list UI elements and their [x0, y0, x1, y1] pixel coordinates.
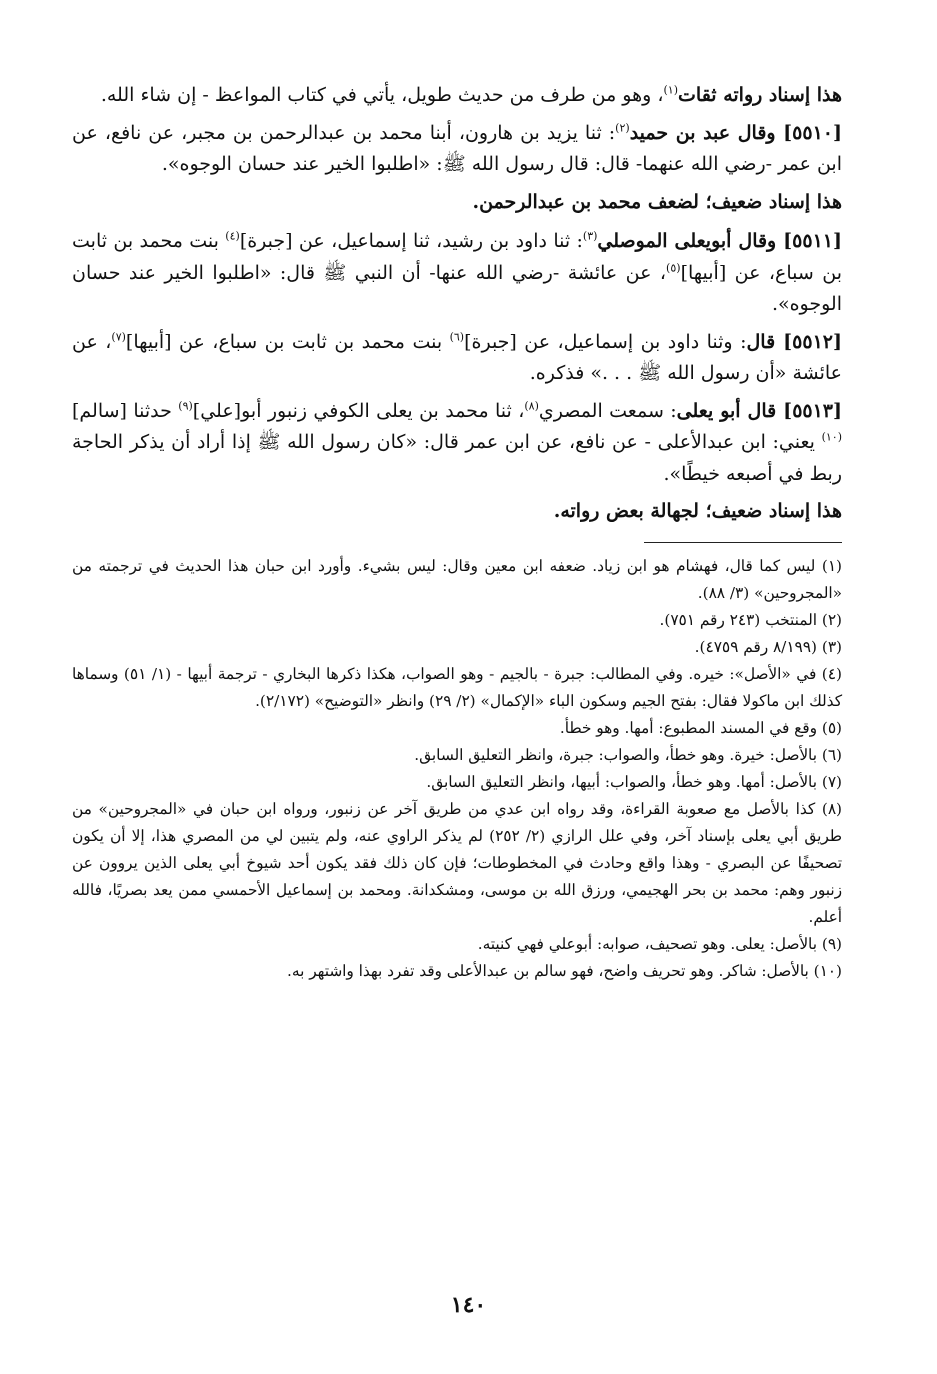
text-run: ، ثنا محمد بن يعلى الكوفي زنبور أبو[علي] [192, 399, 525, 422]
bold-text: هذا إسناد ضعيف؛ لضعف محمد بن عبدالرحمن. [472, 190, 842, 213]
bold-text: [٥٥١٠] وقال عبد بن حميد [629, 121, 842, 144]
footnote: (٣) (٨/١٩٩ رقم ٤٧٥٩). [694, 637, 842, 656]
hadith-paragraph [72, 80, 842, 112]
footnote-ref: (٢) [615, 121, 630, 135]
hadith-paragraph [72, 118, 842, 181]
footnotes [72, 553, 842, 985]
footnote: (٤) في «الأصل»: خيره. وفي المطالب: جبرة - بالجيم - وهو الصواب، هكذا ذكرها البخاري - ترجمة أبيها - (١/ ٥١) وسماها كذلك ابن ماكولا فقال: بفتح الجيم وسكون الباء «الإكمال» (٢/ ٢٩) وانظر «التوضيح» (٢/١٧٢). [72, 664, 842, 710]
bold-text: هذا إسناد رواته ثقات [678, 84, 842, 106]
footnote-ref: (٧) [111, 330, 126, 344]
text-run: : ثنا يزيد بن هارون، أبنا محمد بن عبدالرحمن بن مجبر، عن نافع، عن ابن عمر -رضي الله عنهما- قال: قال رسول الله ﷺ: «اطلبوا الخير عند حسان الوجوه». [72, 121, 842, 175]
isnad-judgment [72, 187, 842, 219]
footnote-ref: (٥) [666, 261, 681, 275]
footnote: (١) ليس كما قال، فهشام هو ابن زياد. ضعفه ابن معين وقال: ليس بشيء. وأورد ابن حبان هذا الحديث في ترجمته من «المجروحين» (٣/ ٨٨). [72, 556, 842, 602]
footnote: (٦) بالأصل: خيرة. وهو خطأ، والصواب: جبرة، وانظر التعليق السابق. [414, 745, 842, 764]
page-content [72, 80, 842, 1340]
hadith-paragraph [72, 327, 842, 390]
footnote: (٢) المنتخب (٢٤٣ رقم ٧٥١). [659, 610, 842, 629]
footnote-ref: (٤) [225, 229, 240, 243]
text-run: ، وهو من طرف من حديث طويل، يأتي في كتاب المواعظ - إن شاء الله. [100, 84, 664, 106]
hadith-paragraph [72, 396, 842, 491]
hadith-paragraph [72, 226, 842, 321]
bold-text: [٥٥١٣] قال أبو يعلى [676, 399, 843, 422]
main-text [72, 80, 842, 528]
text-run: : وثنا داود بن إسماعيل، عن [جبرة] [464, 330, 747, 353]
footnote: (٧) بالأصل: أمها. وهو خطأ، والصواب: أبيها، وانظر التعليق السابق. [426, 772, 842, 791]
text-run: حدثنا [سالم] [72, 399, 179, 422]
text-run: ، عن عائشة -رضي الله عنها- أن النبي ﷺ قال: «اطلبوا الخير عند حسان الوجوه». [72, 261, 842, 315]
footnote-divider [644, 542, 842, 543]
text-run: : ثنا داود بن رشيد، ثنا إسماعيل، عن [جبرة] [239, 230, 583, 252]
footnote: (٨) كذا بالأصل مع صعوبة القراءة، وقد رواه ابن عدي من طريق آخر عن زنبور، ورواه ابن حبان في «المجروحين» من طريق أبي يعلى بإسناد آخر، وفي علل الرازي (٢/ ٢٥٢) لم يذكر الراوي عنه، ولم يتبين لي من المصري هذا، إلا أن يكون تصحيفًا عن البصري - وهذا واقع وحادث في المخطوطات؛ فإن كان ذلك فقد يكون أحد شيوخ أبي يعلى الذين يروون عن زنبور وهم: محمد بن بحر الهجيمي، ورزق الله بن موسى، ومشكدانة. ومحمد بن إسماعيل الأحمسي ممن يعد بصريًا، فالله أعلم. [72, 799, 842, 926]
text-run: يعني: ابن عبدالأعلى - عن نافع، عن ابن عمر قال: «كان رسول الله ﷺ إذا أراد أن يذكر الحاجة ربط في أصبعه خيطًا». [72, 431, 842, 485]
isnad-judgment [72, 496, 842, 528]
footnote-ref: (٣) [582, 229, 598, 243]
footnote: (٥) وقع في المسند المطبوع: أمها. وهو خطأ. [559, 718, 842, 737]
text-run: : سمعت المصري [538, 399, 677, 422]
footnote-ref: (١) [663, 83, 679, 97]
footnote: (١٠) بالأصل: شاكر. وهو تحريف واضح، فهو سالم بن عبدالأعلى وقد تفرد بهذا واشتهر به. [287, 961, 842, 980]
text-run: بنت محمد بن ثابت بن سباع، عن [أبيها] [125, 330, 450, 353]
bold-text: [٥٥١١] وقال أبويعلى الموصلي [597, 230, 842, 252]
footnote-ref: (٨) [524, 399, 539, 413]
bold-text: [٥٥١٢] قال [746, 330, 842, 353]
text-run: ، عن عائشة «أن رسول الله ﷺ . . .» فذكره. [72, 330, 842, 384]
footnote: (٩) بالأصل: يعلى. وهو تصحيف، صوابه: أبوعلي فهي كنيته. [477, 934, 842, 953]
footnote-ref: (٦) [449, 330, 465, 344]
bold-text: هذا إسناد ضعيف؛ لجهالة بعض رواته. [553, 500, 842, 522]
text-run: بنت محمد بن ثابت بن سباع، عن [أبيها] [72, 230, 842, 284]
page-number: ١٤٠ [450, 1292, 487, 1318]
footnote-ref: (٩) [178, 399, 193, 413]
footnote-ref: (١٠) [821, 430, 842, 444]
